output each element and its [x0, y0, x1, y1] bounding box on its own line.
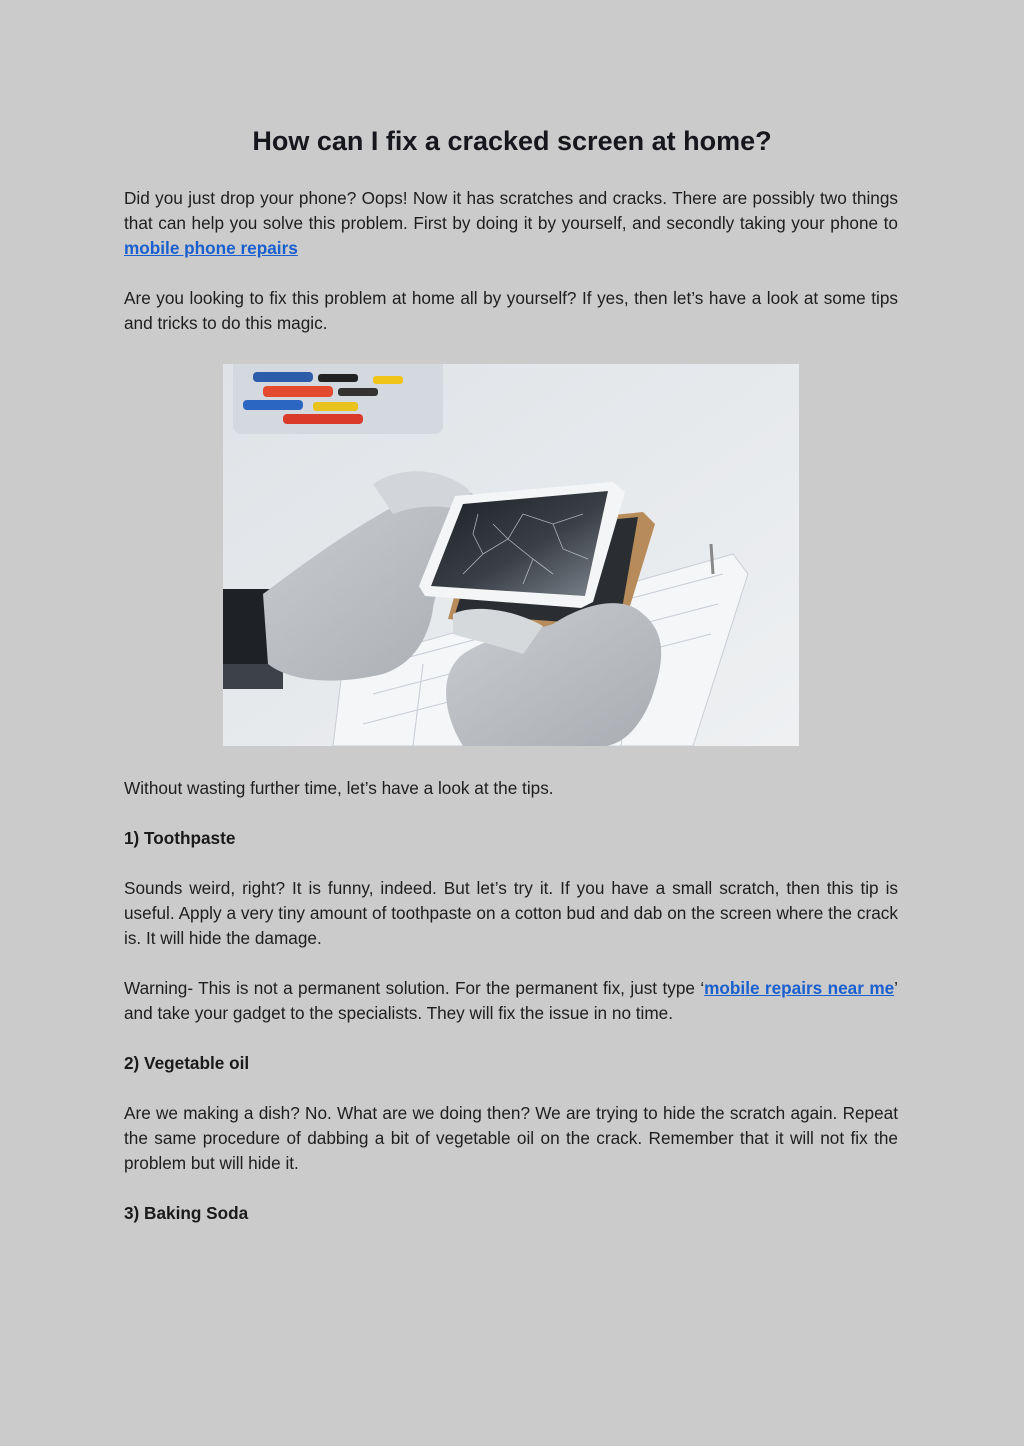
paragraph-toothpaste: Sounds weird, right? It is funny, indeed. But let’s try it. If you have a small scratch, then this tip is useful. Apply a very tiny amount of toothpaste on a cotton bud and dab on the screen where the crack is. It will hide the damage.: [124, 878, 898, 948]
heading-baking-soda: 3) Baking Soda: [124, 1203, 249, 1223]
page-title: How can I fix a cracked screen at home?: [252, 126, 772, 156]
mobile-repairs-near-me-link[interactable]: mobile repairs near me: [704, 978, 895, 998]
mobile-phone-repairs-link[interactable]: mobile phone repairs: [124, 238, 298, 258]
warning-text-after: ’ and take your gadget to the specialists. They will fix the issue in no time.: [124, 978, 898, 1023]
heading-toothpaste: 1) Toothpaste: [124, 828, 236, 848]
paragraph-without-wasting-time: Without wasting further time, let’s have a look at the tips.: [124, 778, 554, 798]
warning-text-before: Warning- This is not a permanent solution. For the permanent fix, just type ‘: [124, 978, 705, 998]
intro-paragraph: [124, 186, 898, 261]
intro-text: Did you just drop your phone? Oops! Now it has scratches and cracks. There are possibly two things that can help you solve this problem. First by doing it by yourself, and secondly taking your phone to: [124, 188, 898, 233]
cracked-phone-photo: [223, 364, 799, 746]
paragraph-warning: [124, 976, 898, 1026]
paragraph-look-for-tips: Are you looking to fix this problem at home all by yourself? If yes, then let’s have a look at some tips and tricks to do this magic.: [124, 288, 898, 333]
paragraph-vegetable-oil: Are we making a dish? No. What are we doing then? We are trying to hide the scratch again. Repeat the same procedure of dabbing a bit of vegetable oil on the crack. Remember that it will not fix the problem but will hide it.: [124, 1103, 898, 1173]
heading-vegetable-oil: 2) Vegetable oil: [124, 1053, 250, 1073]
